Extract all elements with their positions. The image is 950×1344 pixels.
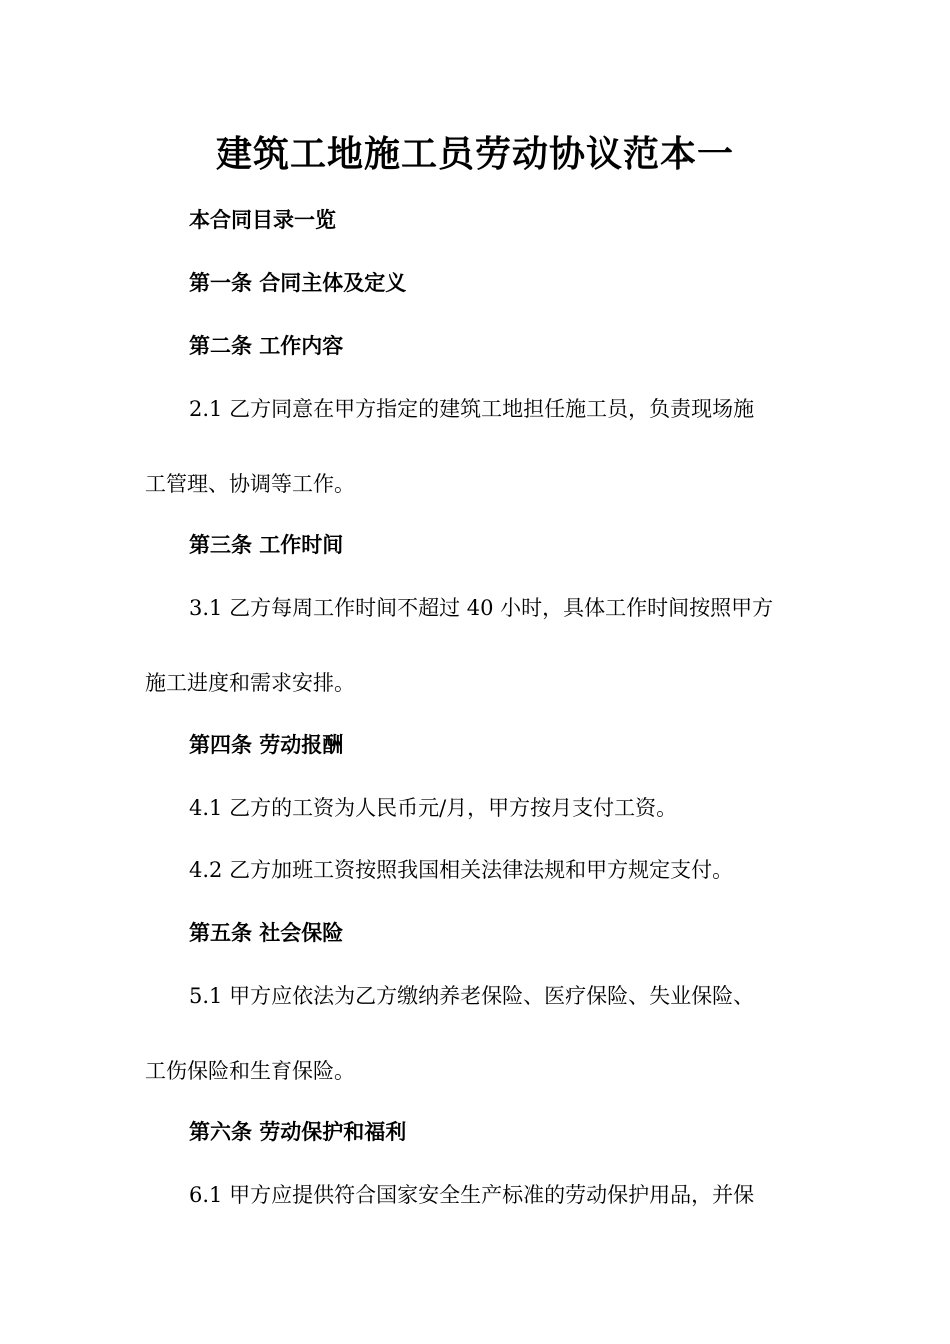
clause-5-1-line-2: 工伤保险和生育保险。: [145, 1059, 355, 1083]
clause-3-1-line-1: 3.1 乙方每周工作时间不超过 40 小时，具体工作时间按照甲方: [189, 596, 774, 620]
article-6-heading: 第六条 劳动保护和福利: [189, 1120, 407, 1144]
clause-3-1-line-2: 施工进度和需求安排。: [145, 671, 355, 695]
clause-2-1-line-2: 工管理、协调等工作。: [145, 472, 355, 496]
clause-4-2: 4.2 乙方加班工资按照我国相关法律法规和甲方规定支付。: [189, 858, 734, 882]
article-3-heading: 第三条 工作时间: [189, 533, 344, 557]
clause-4-1: 4.1 乙方的工资为人民币元/月，甲方按月支付工资。: [189, 796, 678, 820]
article-2-heading: 第二条 工作内容: [189, 334, 344, 358]
document-title: 建筑工地施工员劳动协议范本一: [215, 133, 734, 175]
article-4-heading: 第四条 劳动报酬: [189, 733, 344, 757]
toc-heading: 本合同目录一览: [189, 208, 336, 232]
article-1-heading: 第一条 合同主体及定义: [189, 271, 407, 295]
article-5-heading: 第五条 社会保险: [189, 921, 344, 945]
clause-5-1-line-1: 5.1 甲方应依法为乙方缴纳养老保险、医疗保险、失业保险、: [189, 984, 755, 1008]
clause-6-1-line-1: 6.1 甲方应提供符合国家安全生产标准的劳动保护用品，并保: [189, 1183, 755, 1207]
clause-2-1-line-1: 2.1 乙方同意在甲方指定的建筑工地担任施工员，负责现场施: [189, 397, 755, 421]
